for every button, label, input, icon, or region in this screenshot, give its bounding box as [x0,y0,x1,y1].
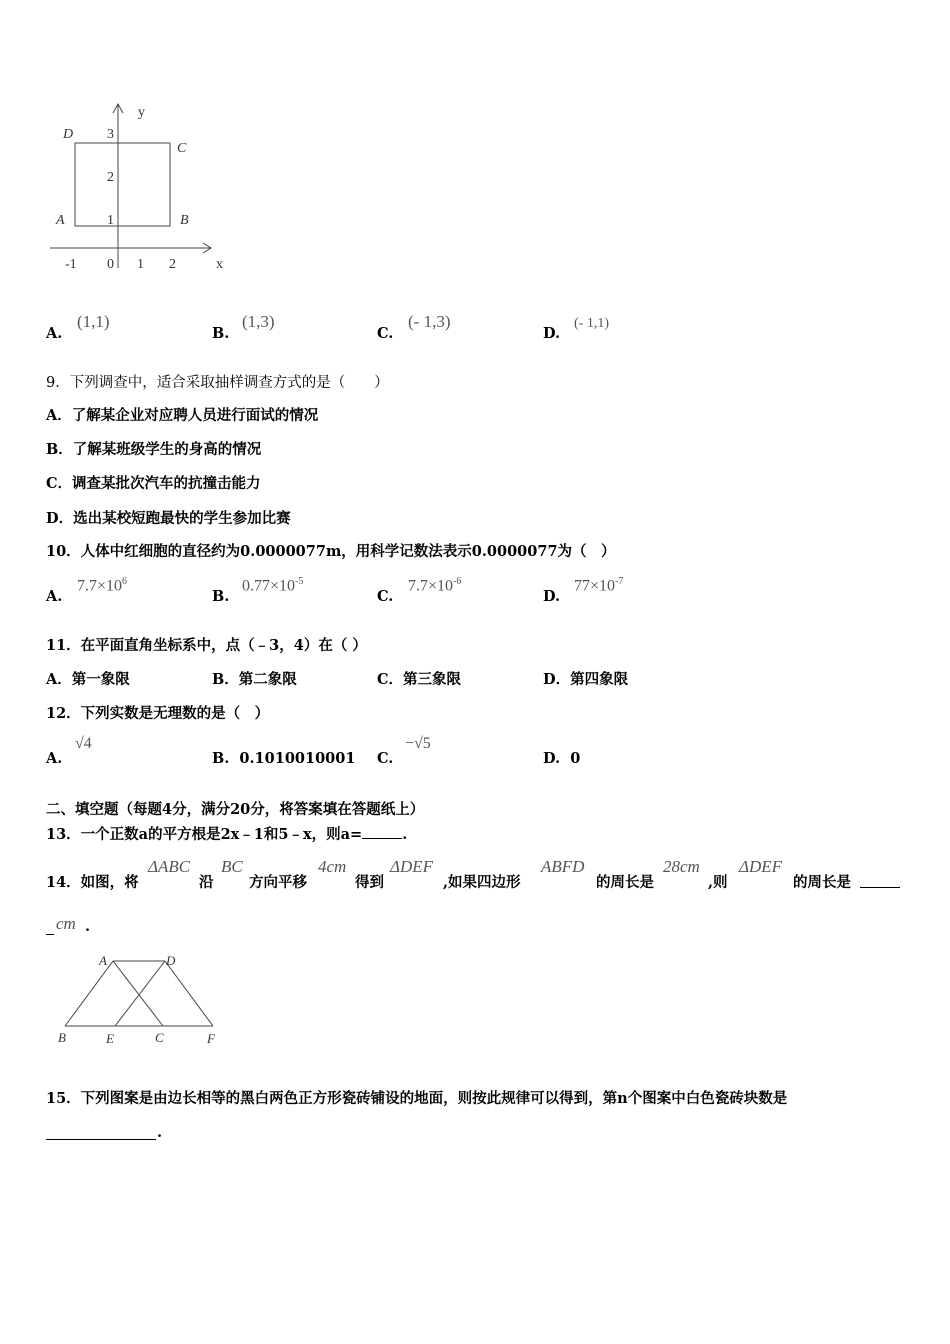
option-letter: C. [377,325,394,342]
option-letter: A. [46,588,63,605]
q11-option-d[interactable]: D．第四象限 [543,671,629,688]
y-axis-label: y [138,105,145,120]
segment-ac [113,961,163,1026]
segment-df [165,961,213,1026]
exponent: -6 [453,576,462,587]
q9-option-d[interactable]: D．选出某校短跑最快的学生参加比赛 [46,510,291,527]
section-2-title: 二、填空题（每题4分，满分20分，将答案填在答题纸上） [46,801,425,818]
y-tick-label: 1 [107,213,114,228]
q14-unit: cm [56,914,76,933]
q9-stem-text: 9．下列调查中，适合采取抽样调查方式的是（ ） [46,375,389,391]
q12-option-c[interactable] [377,750,393,767]
point-label-a: A [56,213,65,228]
q11-stem: 11．在平面直角坐标系中，点（﹣3，4）在（ ） [46,637,367,654]
q8-option-b[interactable] [212,325,229,342]
option-value: 0 [570,750,581,767]
q15-answer-blank[interactable] [46,1123,156,1140]
q14-p1: 14．如图，将 [46,874,139,891]
q10-option-d[interactable] [543,588,560,605]
q14-p3: 方向平移 [249,874,307,891]
q14-m3: 4cm [318,857,347,876]
q8-option-a-value: (1,1) [77,312,110,331]
option-letter: B. [212,750,230,767]
q14-p8: 的周长是 [793,874,851,891]
q10-stem: 10．人体中红细胞的直径约为0.0000077m，用科学记数法表示0.0000077为（ ） [46,543,616,560]
base: 77×10 [574,577,616,595]
x-tick-label: 1 [137,257,144,272]
segment-de [115,961,165,1026]
q10-option-b[interactable] [212,588,229,605]
option-letter: C. [377,750,394,767]
x-axis-label: x [216,257,223,272]
point-label-e: E [106,1031,114,1046]
q14-m1: ΔABC [148,857,191,876]
q11-option-a[interactable]: A．第一象限 [46,671,130,688]
q13 [46,823,407,844]
q12-stem: 12．下列实数是无理数的是（ ） [46,705,270,722]
q8-option-c[interactable] [377,325,393,342]
point-label-c: C [155,1030,164,1045]
option-letter: A. [46,750,63,767]
x-tick-label: 2 [169,257,176,272]
option-letter: B. [212,325,230,342]
y-tick-label: 2 [107,170,114,185]
q12-option-d[interactable] [543,750,580,767]
q9-option-a[interactable]: A．了解某企业对应聘人员进行面试的情况 [46,407,319,424]
point-label-b: B [180,213,189,228]
q13-end: . [402,826,408,843]
option-letter: C. [377,588,394,605]
q11-option-b[interactable]: B．第二象限 [212,671,297,688]
triangle-figure [55,952,230,1050]
q14-m4: ΔDEF [390,857,434,876]
q14-p6: 的周长是 [596,874,654,891]
x-tick-label: 0 [107,257,114,272]
q13-answer-blank[interactable] [362,838,402,839]
q14-end: . [85,918,91,935]
point-label-d: D [63,127,74,142]
q14-answer-blank[interactable] [860,871,900,888]
option-letter: A. [46,325,63,342]
q8-option-c-value: (- 1,3) [408,312,451,331]
q12-option-b[interactable] [212,750,355,767]
q15-end: . [157,1124,163,1141]
segment-ab [65,961,113,1026]
q12-option-a-value: √4 [75,735,92,752]
option-letter: D. [543,750,561,767]
q10-option-a[interactable] [46,588,62,605]
option-letter: B. [212,588,230,605]
point-label-d: D [166,953,176,968]
point-label-f: F [207,1031,215,1046]
q8-option-a[interactable] [46,325,62,342]
point-label-c: C [177,141,187,156]
q8-option-d[interactable] [543,325,560,342]
q14-m2: BC [221,857,243,876]
point-label-a: A [99,953,107,968]
x-tick-label: -1 [65,257,77,272]
exponent: -5 [295,576,304,587]
q9-stem [46,371,389,392]
q12-option-a[interactable] [46,750,62,767]
option-letter: D. [543,588,561,605]
point-label-b: B [58,1030,66,1045]
base: 7.7×10 [408,577,454,595]
q10-option-c-value [408,576,461,595]
exponent: 6 [122,576,128,587]
q14-m6: 28cm [663,857,700,876]
q9-option-c[interactable]: C．调查某批次汽车的抗撞击能力 [46,475,261,492]
q10-option-c[interactable] [377,588,393,605]
q15-stem: 15．下列图案是由边长相等的黑白两色正方形瓷砖铺设的地面，则按此规律可以得到，第n个图案中白色瓷砖块数是 [46,1090,788,1107]
square-abcd [75,143,170,226]
q8-option-b-value: (1,3) [242,312,275,331]
y-tick-label: 3 [107,127,114,142]
q10-option-d-value [574,576,623,595]
q11-option-c[interactable]: C．第三象限 [377,671,462,688]
q14-p2: 沿 [199,874,214,891]
q14-p7: ,则 [708,874,728,891]
q14-p4: 得到 [355,874,384,891]
q14-p5: ,如果四边形 [443,874,521,891]
q14-m7: ΔDEF [739,857,783,876]
q10-option-a-value [77,576,127,595]
base: 0.77×10 [242,577,296,595]
exponent: -7 [615,576,624,587]
q13-stem: 13．一个正数a的平方根是2x﹣1和5﹣x，则a= [46,826,363,843]
q14-m5: ABFD [541,857,585,876]
q12-option-c-value: −√5 [405,735,431,752]
q8-option-d-value: (- 1,1) [574,316,609,331]
option-value: 0.1010010001 [239,750,356,767]
q9-option-b[interactable]: B．了解某班级学生的身高的情况 [46,441,262,458]
q10-option-b-value [242,576,303,595]
base: 7.7×10 [77,577,123,595]
q14-answer-blank-cont[interactable] [46,920,54,935]
option-letter: D. [543,325,561,342]
coordinate-figure [45,100,235,275]
